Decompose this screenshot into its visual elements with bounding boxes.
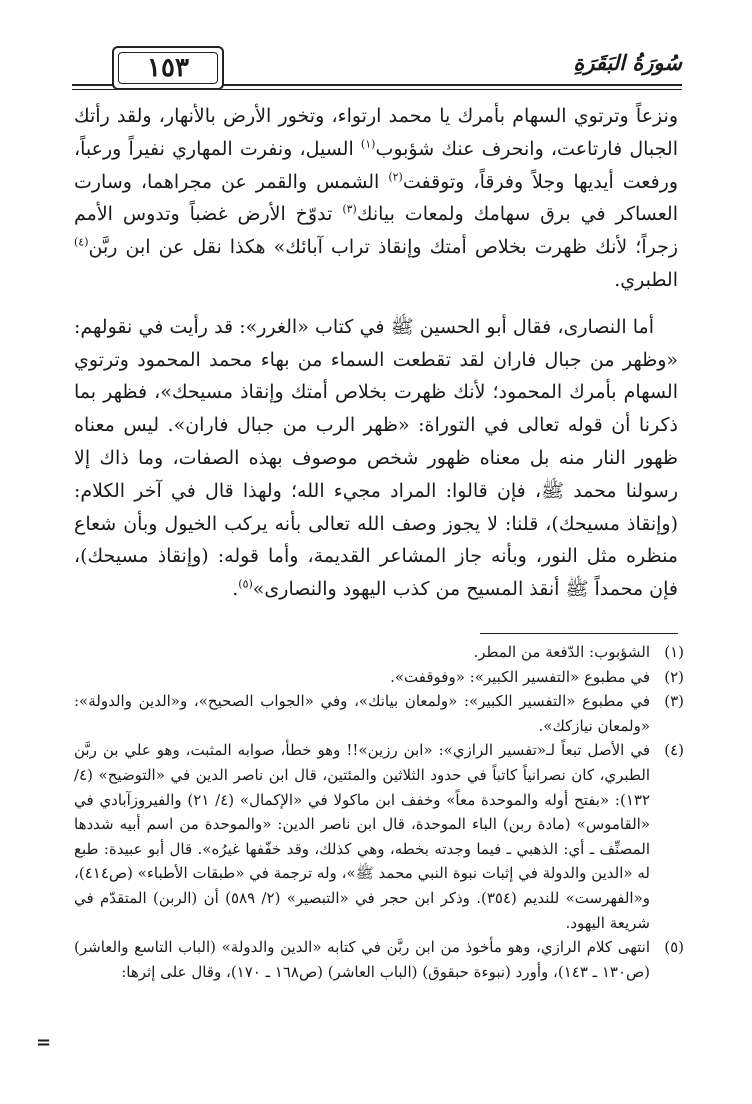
continuation-mark: = bbox=[36, 1032, 52, 1053]
footnote-ref-5: (٥) bbox=[238, 577, 253, 591]
footnote-separator bbox=[480, 633, 678, 634]
paragraph-1: ونزعاً وترتوي السهام بأمرك يا محمد ارتواء، وتخور الأرض بالأنهار، ولقد رأتك الجبال فارتاعت، وانحرف عنك شؤبوب$^{(١)}$ السيل، ونفرت المهاري نفيراً ورعباً، ورفعت أيديها وجلاً وفرقاً، وتوقفت$^{(٢)}$ الشمس والقمر عن مجراهما، وسارت العساكر في برق سهامك ولمعات بيانك$^{(٣)}$ تدوّخ الأرض غضباً وتدوس الأمم زجراً؛ لأنك ظهرت بخلاص أمتك وإنقاذ تراب آبائك» هكذا نقل عن ابن ربَّن$^{(٤)}$ الطبري. bbox=[74, 105, 678, 291]
footnote-item bbox=[74, 665, 684, 690]
footnote-ref-4: (٤) bbox=[74, 235, 89, 249]
footnote-ref-2: (٢) bbox=[388, 170, 403, 184]
main-text bbox=[74, 100, 678, 606]
footnote-text: في الأصل تبعاً لـ«تفسير الرازي»: «ابن رزين»!! وهو خطأ، صوابه المثبت، وهو علي بن ربَّن الطبري، كان نصرانياً كاتباً في حدود الثلاثين والمئتين، قال ابن ناصر الدين في «التوضيح» (٤/ ١٣٢): «بفتح أوله والموحدة معاً» وخفف ابن ماكولا في «الإكمال» (٤/ ٢١) والفيروزآبادي في «القاموس» (مادة ربن) الباء الموحدة، قال ابن ناصر الدين: «والموحدة من اسم أبيه شددها المصنِّف ـ أي: الذهبي ـ فيما وجدته بخطه، وهي كذلك، وقد خفّفها غيرُه». قال أبو عبيدة: طبع له «الدين والدولة في إثبات نبوة النبي محمد ﷺ»، وله ترجمة في «طبقات الأطباء» (ص٤١٤)، و«الفهرست» للنديم (٣٥٤). وذكر ابن حجر في «التبصير» (٢/ ٥٨٩) أن (الربن) المتقدّم في شريعة اليهود. bbox=[74, 741, 651, 932]
footnote-text: الشؤبوب: الدّفعة من المطر. bbox=[473, 643, 650, 661]
page-number-frame bbox=[112, 46, 224, 90]
footnote-item bbox=[74, 935, 684, 984]
paragraph-2: أما النصارى، فقال أبو الحسين ﷺ في كتاب «الغرر»: قد رأيت في نقولهم: «وظهر من جبال فاران لقد تقطعت السماء من بهاء محمد المحمود وترتوي السهام بأمرك المحمود؛ لأنك ظهرت بخلاص أمتك وإنقاذ مسيحك»، فظهر بما ذكرنا أن قوله تعالى في التوراة: «ظهر الرب من جبال فاران». ليس معناه ظهور النار منه بل معناه ظهور شخص موصوف بهذه الصفات، وما ذاك إلا رسولنا محمد ﷺ، فإن قالوا: المراد مجيء الله؛ ولهذا قال في آخر الكلام: (وإنقاذ مسيحك)، قلنا: لا يجوز وصف الله تعالى بأنه يركب الخيول وبأن شعاع منظره مثل النور، وبأنه جاز المشاعر القديمة، وأما قوله: (وإنقاذ مسيحك)، فإن محمداً ﷺ أنقذ المسيح من كذب اليهود والنصارى»$^{(٥)}$. bbox=[74, 315, 678, 601]
footnote-number: (٥) bbox=[664, 938, 684, 957]
footnote-ref-3: (٣) bbox=[342, 203, 357, 217]
footnotes bbox=[74, 640, 684, 984]
footnote-number: (١) bbox=[664, 643, 684, 661]
footnote-ref-1: (١) bbox=[360, 137, 376, 151]
footnote-text: انتهى كلام الرازي، وهو مأخوذ من ابن ربَّن في كتابه «الدين والدولة» (الباب التاسع والعاشر) (ص١٣٠ ـ ١٤٣)، وأورد (نبوءة حبقوق) (الباب العاشر) (ص١٦٨ ـ ١٧٠)، وقال على إثرها: bbox=[74, 938, 650, 981]
footnote-text: في مطبوع «التفسير الكبير»: «وفوقفت». bbox=[390, 667, 650, 686]
footnote-item bbox=[74, 738, 684, 935]
page-header bbox=[72, 40, 682, 92]
footnote-item bbox=[74, 689, 684, 738]
footnote-number: (٤) bbox=[664, 741, 684, 760]
footnote-text: في مطبوع «التفسير الكبير»: «ولمعان بيانك»، وفي «الجواب الصحيح»، و«الدين والدولة»: «ولمعان نيازكك». bbox=[74, 692, 650, 735]
footnote-number: (٣) bbox=[664, 692, 684, 711]
page-number: ١٥٣ bbox=[147, 53, 189, 83]
footnote-number: (٢) bbox=[664, 667, 684, 686]
surah-title: سُورَةُ البَقَرَةِ bbox=[573, 50, 682, 75]
footnote-item bbox=[74, 640, 684, 665]
